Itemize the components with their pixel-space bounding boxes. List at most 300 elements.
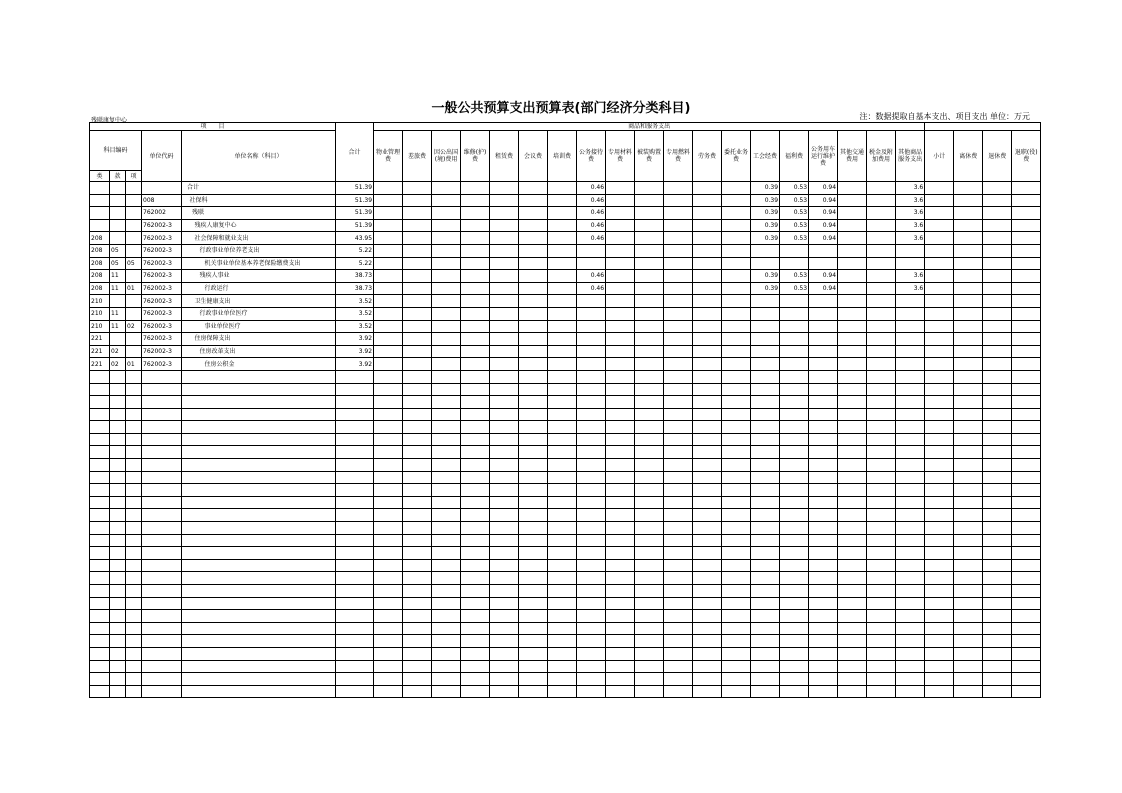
table-cell (838, 572, 867, 585)
table-cell (519, 207, 548, 220)
table-cell (635, 219, 664, 232)
table-cell (896, 446, 925, 459)
table-cell (403, 383, 432, 396)
table-cell (403, 244, 432, 257)
table-cell (577, 522, 606, 535)
table-cell (403, 396, 432, 409)
table-cell (693, 232, 722, 245)
table-cell (403, 295, 432, 308)
table-cell (577, 345, 606, 358)
table-cell (635, 282, 664, 295)
table-cell (548, 257, 577, 270)
table-cell (635, 660, 664, 673)
table-cell (809, 610, 838, 623)
table-cell: 01 (126, 282, 142, 295)
table-cell: 住房保障支出 (182, 333, 336, 346)
table-cell (751, 421, 780, 434)
table-cell (664, 685, 693, 698)
table-cell (983, 182, 1012, 195)
table-cell (983, 471, 1012, 484)
table-cell: 762002-3 (142, 244, 182, 257)
table-cell (664, 270, 693, 283)
table-cell (182, 685, 336, 698)
table-cell (519, 496, 548, 509)
table-cell (374, 408, 403, 421)
table-cell (809, 534, 838, 547)
table-cell (403, 635, 432, 648)
table-cell (490, 471, 519, 484)
table-cell (925, 610, 954, 623)
table-row (90, 282, 1041, 295)
table-cell (1012, 610, 1041, 623)
table-cell (722, 522, 751, 535)
table-cell: 合计 (182, 182, 336, 195)
table-cell (838, 396, 867, 409)
table-cell (751, 345, 780, 358)
table-cell (838, 358, 867, 371)
table-cell: 社保科 (182, 194, 336, 207)
table-cell (182, 534, 336, 547)
table-cell (142, 622, 182, 635)
table-cell (182, 660, 336, 673)
table-cell (110, 534, 126, 547)
table-cell (461, 635, 490, 648)
table-cell (403, 282, 432, 295)
table-cell (983, 370, 1012, 383)
table-cell (954, 471, 983, 484)
table-cell (693, 610, 722, 623)
table-cell (925, 295, 954, 308)
table-cell (461, 333, 490, 346)
table-cell: 3.92 (336, 358, 374, 371)
table-cell (867, 446, 896, 459)
table-cell (126, 635, 142, 648)
table-cell (142, 370, 182, 383)
table-cell (577, 257, 606, 270)
table-cell (548, 534, 577, 547)
table-cell (809, 433, 838, 446)
table-cell: 208 (90, 270, 110, 283)
table-cell (182, 446, 336, 459)
table-cell (142, 433, 182, 446)
table-cell (867, 396, 896, 409)
table-row (90, 244, 1041, 257)
table-cell (809, 358, 838, 371)
table-cell (490, 270, 519, 283)
table-cell (635, 572, 664, 585)
table-cell (983, 295, 1012, 308)
table-cell (751, 610, 780, 623)
table-cell (90, 207, 110, 220)
table-cell (925, 685, 954, 698)
table-cell (490, 522, 519, 535)
table-cell (519, 408, 548, 421)
table-cell (664, 647, 693, 660)
table-cell (490, 320, 519, 333)
table-cell (954, 446, 983, 459)
table-cell (90, 572, 110, 585)
table-cell (403, 182, 432, 195)
table-cell (983, 244, 1012, 257)
table-cell: 社会保障和就业支出 (182, 232, 336, 245)
table-cell (432, 647, 461, 660)
table-cell (867, 534, 896, 547)
table-cell (635, 484, 664, 497)
table-cell (490, 257, 519, 270)
table-cell (722, 194, 751, 207)
table-cell (693, 622, 722, 635)
table-cell (403, 597, 432, 610)
table-cell (780, 547, 809, 560)
table-cell (693, 522, 722, 535)
table-cell (90, 647, 110, 660)
table-row (90, 597, 1041, 610)
table-cell (751, 660, 780, 673)
table-cell (1012, 647, 1041, 660)
table-cell (403, 446, 432, 459)
table-cell (548, 673, 577, 686)
table-cell (126, 572, 142, 585)
table-cell (722, 471, 751, 484)
table-cell (983, 572, 1012, 585)
table-cell (1012, 320, 1041, 333)
table-cell: 0.53 (780, 219, 809, 232)
header-econ: 退休费 (983, 131, 1012, 182)
table-row (90, 585, 1041, 598)
table-cell (954, 509, 983, 522)
table-cell (606, 446, 635, 459)
table-cell (954, 194, 983, 207)
table-cell (461, 345, 490, 358)
table-cell (722, 559, 751, 572)
table-cell (983, 333, 1012, 346)
table-cell (664, 421, 693, 434)
table-cell (722, 635, 751, 648)
table-cell (519, 597, 548, 610)
table-cell (664, 509, 693, 522)
table-cell (403, 421, 432, 434)
table-cell (490, 370, 519, 383)
table-cell (336, 370, 374, 383)
table-cell (126, 610, 142, 623)
table-cell: 3.6 (896, 207, 925, 220)
table-cell (664, 333, 693, 346)
table-cell (336, 383, 374, 396)
table-cell: 11 (110, 270, 126, 283)
table-cell: 行政运行 (182, 282, 336, 295)
table-cell (336, 635, 374, 648)
table-cell (780, 484, 809, 497)
table-cell (519, 673, 548, 686)
table-cell (606, 585, 635, 598)
table-cell (548, 547, 577, 560)
table-cell (635, 421, 664, 434)
table-cell (403, 585, 432, 598)
table-cell (461, 232, 490, 245)
table-cell (336, 459, 374, 472)
table-cell (1012, 635, 1041, 648)
table-cell (925, 358, 954, 371)
table-cell (126, 194, 142, 207)
table-cell (780, 471, 809, 484)
table-cell (867, 597, 896, 610)
table-cell (635, 182, 664, 195)
table-cell (780, 647, 809, 660)
table-cell (126, 459, 142, 472)
table-cell (490, 673, 519, 686)
table-row (90, 547, 1041, 560)
table-cell: 0.94 (809, 270, 838, 283)
table-cell (838, 660, 867, 673)
table-cell: 762002 (142, 207, 182, 220)
table-cell (606, 421, 635, 434)
table-cell (838, 257, 867, 270)
table-cell (126, 534, 142, 547)
table-cell (126, 345, 142, 358)
table-cell (1012, 207, 1041, 220)
table-cell (867, 307, 896, 320)
table-cell: 51.39 (336, 194, 374, 207)
table-cell (896, 597, 925, 610)
table-cell (954, 408, 983, 421)
table-cell (954, 320, 983, 333)
table-cell (336, 660, 374, 673)
table-cell (374, 534, 403, 547)
header-econ: 专用材料费 (606, 131, 635, 182)
table-cell (693, 333, 722, 346)
table-cell: 762002-3 (142, 257, 182, 270)
table-cell (664, 660, 693, 673)
table-cell (896, 610, 925, 623)
table-cell (548, 408, 577, 421)
table-cell (519, 559, 548, 572)
table-cell (374, 585, 403, 598)
table-cell (693, 370, 722, 383)
table-cell (780, 433, 809, 446)
table-cell (838, 459, 867, 472)
table-cell (896, 358, 925, 371)
header-project: 项 目 (90, 123, 336, 131)
table-cell (142, 673, 182, 686)
table-cell (635, 446, 664, 459)
table-cell (809, 307, 838, 320)
table-cell (548, 307, 577, 320)
table-cell (925, 282, 954, 295)
table-cell (490, 295, 519, 308)
table-cell (867, 282, 896, 295)
table-cell (693, 295, 722, 308)
table-cell (635, 471, 664, 484)
table-cell (751, 685, 780, 698)
table-row (90, 257, 1041, 270)
table-cell (90, 685, 110, 698)
table-cell (925, 471, 954, 484)
table-cell (1012, 232, 1041, 245)
table-cell (751, 534, 780, 547)
table-cell (461, 496, 490, 509)
table-row (90, 446, 1041, 459)
table-row (90, 421, 1041, 434)
table-row (90, 194, 1041, 207)
table-cell (606, 673, 635, 686)
table-cell (548, 509, 577, 522)
table-cell (606, 232, 635, 245)
table-row (90, 673, 1041, 686)
table-cell (110, 459, 126, 472)
table-cell (983, 459, 1012, 472)
table-cell: 208 (90, 282, 110, 295)
table-cell (722, 207, 751, 220)
table-cell (142, 597, 182, 610)
table-cell (635, 547, 664, 560)
table-cell (519, 585, 548, 598)
table-cell (432, 484, 461, 497)
table-cell (664, 345, 693, 358)
table-cell (374, 572, 403, 585)
table-cell (664, 622, 693, 635)
table-cell (664, 396, 693, 409)
table-cell (896, 370, 925, 383)
table-cell (693, 257, 722, 270)
table-cell (809, 585, 838, 598)
table-cell: 3.92 (336, 333, 374, 346)
table-cell: 残联 (182, 207, 336, 220)
table-cell (461, 257, 490, 270)
table-cell (126, 496, 142, 509)
table-cell (722, 244, 751, 257)
table-cell (519, 270, 548, 283)
table-cell (722, 320, 751, 333)
table-cell (722, 282, 751, 295)
table-cell (490, 446, 519, 459)
table-cell (606, 207, 635, 220)
table-cell (374, 270, 403, 283)
table-cell (182, 496, 336, 509)
table-cell (722, 597, 751, 610)
table-row (90, 219, 1041, 232)
table-cell (403, 257, 432, 270)
table-cell (374, 358, 403, 371)
table-cell (635, 370, 664, 383)
table-cell (90, 660, 110, 673)
table-cell (896, 320, 925, 333)
table-cell (693, 207, 722, 220)
header-econ: 离休费 (954, 131, 983, 182)
table-cell (693, 585, 722, 598)
table-cell: 762002-3 (142, 320, 182, 333)
table-cell (954, 295, 983, 308)
table-cell (548, 522, 577, 535)
table-cell: 残疾人康复中心 (182, 219, 336, 232)
table-cell (90, 597, 110, 610)
table-cell (780, 459, 809, 472)
table-cell (809, 597, 838, 610)
table-cell (867, 471, 896, 484)
table-cell (490, 433, 519, 446)
table-cell (664, 244, 693, 257)
table-cell (182, 408, 336, 421)
table-cell (519, 257, 548, 270)
table-cell (90, 433, 110, 446)
table-cell: 0.39 (751, 194, 780, 207)
table-cell (142, 547, 182, 560)
table-cell: 住房公积金 (182, 358, 336, 371)
table-cell (635, 194, 664, 207)
table-cell (722, 673, 751, 686)
table-cell (722, 660, 751, 673)
table-cell (182, 635, 336, 648)
table-cell (110, 622, 126, 635)
table-row (90, 307, 1041, 320)
table-cell (432, 559, 461, 572)
table-cell (954, 597, 983, 610)
table-row (90, 232, 1041, 245)
table-cell (461, 270, 490, 283)
table-cell (664, 547, 693, 560)
table-cell (1012, 421, 1041, 434)
table-cell (751, 622, 780, 635)
table-cell (722, 547, 751, 560)
table-cell (577, 307, 606, 320)
table-cell (693, 559, 722, 572)
table-cell (635, 333, 664, 346)
table-cell (432, 219, 461, 232)
table-cell (110, 446, 126, 459)
table-cell (896, 572, 925, 585)
table-row (90, 522, 1041, 535)
table-cell (461, 547, 490, 560)
table-cell (126, 421, 142, 434)
table-cell (983, 307, 1012, 320)
table-cell (722, 182, 751, 195)
table-cell (693, 383, 722, 396)
table-cell (1012, 295, 1041, 308)
table-cell (983, 358, 1012, 371)
table-cell (693, 421, 722, 434)
table-cell (954, 559, 983, 572)
table-cell (606, 244, 635, 257)
table-cell (519, 647, 548, 660)
table-cell (954, 244, 983, 257)
table-cell (809, 647, 838, 660)
table-cell (722, 572, 751, 585)
table-cell (896, 647, 925, 660)
table-cell (925, 408, 954, 421)
table-cell (126, 370, 142, 383)
table-cell (403, 547, 432, 560)
table-cell (693, 647, 722, 660)
table-cell (954, 534, 983, 547)
table-cell (896, 635, 925, 648)
table-cell (461, 572, 490, 585)
table-cell (142, 534, 182, 547)
table-cell (954, 572, 983, 585)
table-cell (548, 685, 577, 698)
table-cell (664, 182, 693, 195)
table-cell (126, 547, 142, 560)
table-cell: 221 (90, 333, 110, 346)
table-cell (336, 597, 374, 610)
table-cell: 0.94 (809, 219, 838, 232)
table-cell (432, 585, 461, 598)
table-cell (983, 610, 1012, 623)
table-cell (577, 459, 606, 472)
header-econ: 其他交通费用 (838, 131, 867, 182)
table-cell (182, 471, 336, 484)
table-cell (182, 484, 336, 497)
table-cell (519, 522, 548, 535)
table-cell (336, 522, 374, 535)
